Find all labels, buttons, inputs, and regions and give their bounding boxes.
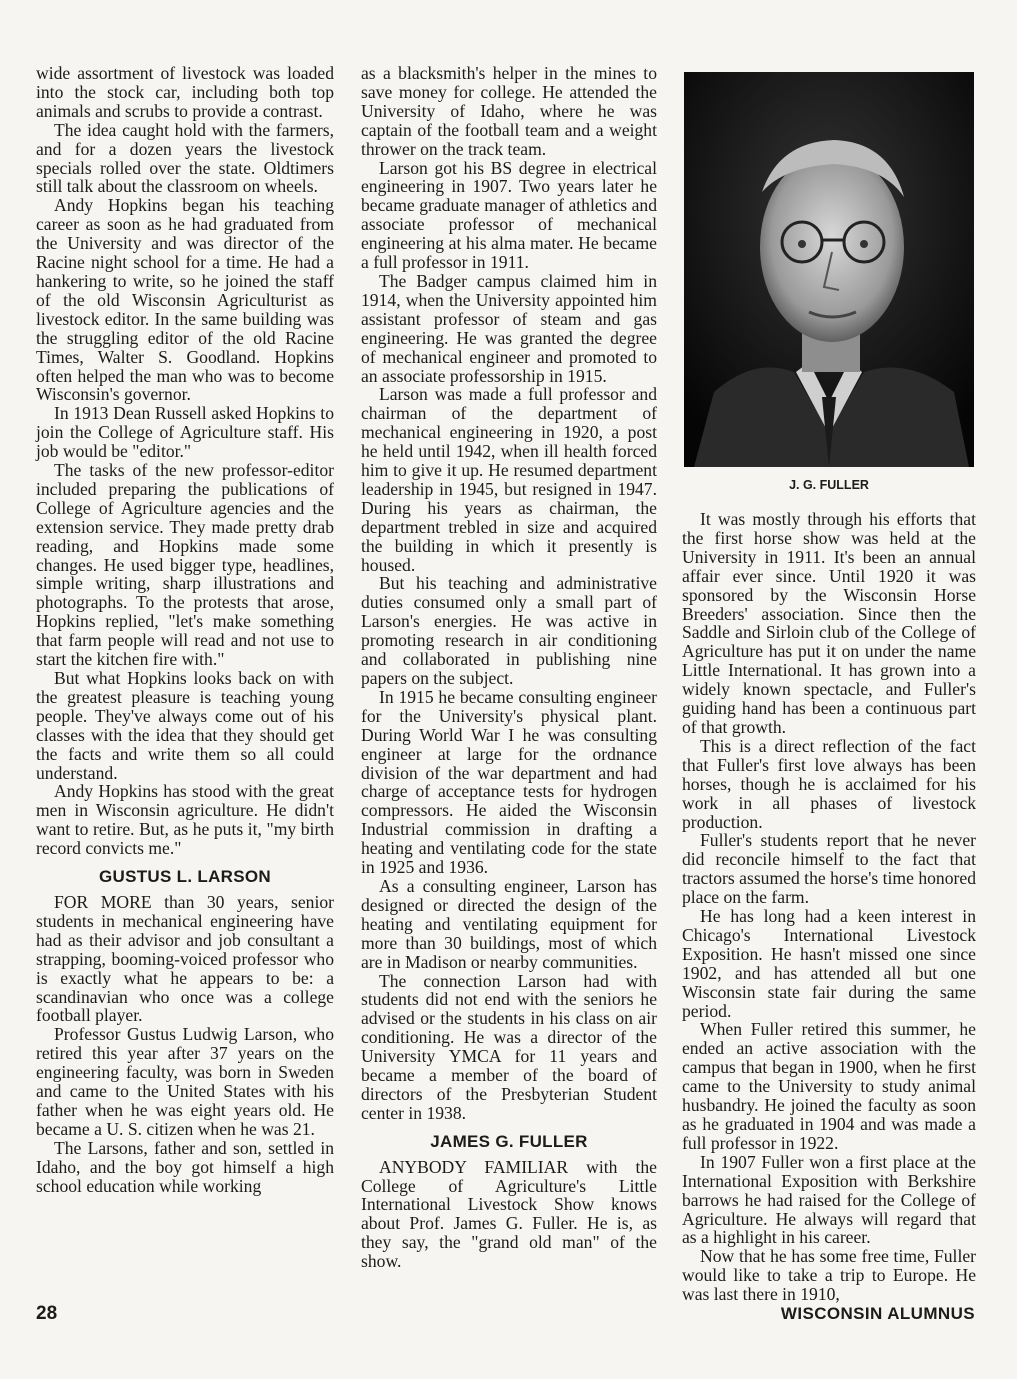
portrait-illustration	[684, 72, 974, 467]
paragraph: This is a direct reflection of the fact that Fuller's first love always has been horses, though he is acclaimed for his work in all phases of livestock production.	[682, 735, 976, 832]
portrait-photo	[684, 72, 974, 467]
paragraph: It was mostly through his efforts that the first horse show was held at the University in 1911. It's been an annual affair ever since. Until 1920 it was sponsored by the Wisconsin Horse Breeders' association. Since then the Saddle and Sirloin club of the College of Agriculture has put it on under the name Little International. It has grown into a widely known spectacle, and Fuller's guiding hand has been a continuous part of that growth.	[682, 509, 976, 737]
paragraph: He has long had a keen interest in Chicago's International Livestock Exposition. He hasn't missed one since 1902, and has attended all but one Wisconsin state fair during the same period.	[682, 906, 976, 1021]
paragraph: In 1907 Fuller won a first place at the International Exposition with Berkshire barrows he had raised for the College of Agriculture. He always will regard that as a highlight in his career.	[682, 1151, 976, 1248]
paragraph: Andy Hopkins began his teaching career as soon as he had graduated from the University and was director of the Racine night school for a time. He had a hankering to write, so he joined the staff of the old Wisconsin Agriculturist as livestock editor. In the same building was the struggling editor of the old Racine Times, Walter S. Goodland. Hopkins often helped the man who was to become Wisconsin's governor.	[36, 195, 334, 405]
paragraph: As a consulting engineer, Larson has designed or directed the design of the heating and ventilating equipment for more than 30 buildings, most of which are in Madison or nearby communities.	[361, 875, 657, 972]
paragraph: But his teaching and administrative duties consumed only a small part of Larson's energies. He was active in promoting research in air conditioning and collaborated in publishing nine papers on the subject.	[361, 573, 657, 688]
paragraph: wide assortment of livestock was loaded into the stock car, including both top animals and scrubs to provide a contrast.	[36, 63, 334, 121]
paragraph: In 1913 Dean Russell asked Hopkins to join the College of Agriculture staff. His job would be "editor."	[36, 403, 334, 462]
paragraph: But what Hopkins looks back on with the greatest pleasure is teaching young people. They've always come out of his classes with the idea that they should get the facts and write them so all could understand.	[36, 668, 334, 783]
article-column-3	[682, 510, 976, 1304]
paragraph: The Larsons, father and son, settled in Idaho, and the boy got himself a high school education while working	[36, 1137, 334, 1196]
paragraph: Larson got his BS degree in electrical engineering in 1907. Two years later he became graduate manager of athletics and associate professor of mechanical engineering at his alma mater. He became a full professor in 1911.	[361, 157, 657, 273]
paragraph: The tasks of the new professor-editor included preparing the publications of College of Agriculture agencies and the extension service. They made pretty drab reading, and Hopkins made some changes. He used bigger type, headlines, simple writing, sharp illustrations and photographs. To the protests that arose, Hopkins replied, "let's make something that farm people will read and not use to start the kitchen fire with."	[36, 460, 334, 670]
photo-caption: J. G. FULLER	[789, 478, 869, 492]
paragraph: Now that he has some free time, Fuller would like to take a trip to Europe. He was last there in 1910,	[682, 1246, 976, 1305]
paragraph: Andy Hopkins has stood with the great men in Wisconsin agriculture. He didn't want to retire. But, as he puts it, "my birth record convicts me."	[36, 781, 334, 859]
paragraph: Fuller's students report that he never did reconcile himself to the fact that tractors assumed the horse's time honored place on the farm.	[682, 830, 976, 908]
section-heading-larson: GUSTUS L. LARSON	[99, 867, 271, 887]
paragraph: The idea caught hold with the farmers, and for a dozen years the livestock specials rolled over the state. Oldtimers still talk about the classroom on wheels.	[36, 119, 334, 197]
section-heading-fuller: JAMES G. FULLER	[430, 1131, 588, 1151]
paragraph: Professor Gustus Ludwig Larson, who retired this year after 37 years on the engineering faculty, was born in Sweden and came to the United States with his father when he was eight years old. He became a U. S. citizen when he was 21.	[36, 1024, 334, 1139]
page-number: 28	[36, 1303, 58, 1324]
paragraph: ANYBODY FAMILIAR with the College of Agriculture's Little International Livestock Show knows about Prof. James G. Fuller. He is, as they say, the "grand old man" of the show.	[361, 1156, 657, 1272]
paragraph: The connection Larson had with students did not end with the seniors he advised or the students in his class on air conditioning. He was a director of the University YMCA for 11 years and became a member of the board of directors of the Presbyterian Student center in 1938.	[361, 970, 657, 1123]
article-column-2	[361, 64, 657, 1271]
paragraph: The Badger campus claimed him in 1914, when the University appointed him assistant professor of steam and gas engineering. He was granted the degree of mechanical engineer and promoted to an associate professorship in 1915.	[361, 270, 657, 386]
paragraph: In 1915 he became consulting engineer for the University's physical plant. During World War I he was consulting engineer at large for the ordnance division of the war department and had charge of acceptance tests for hydrogen compressors. He aided the Wisconsin Industrial commission in drafting a heating and ventilating code for the state in 1925 and 1936.	[361, 686, 657, 878]
article-column-1	[36, 64, 334, 1195]
paragraph: When Fuller retired this summer, he ended an active association with the campus that began in 1900, when he first came to the University to study animal husbandry. He joined the faculty as soon as he graduated in 1904 and was made a full professor in 1922.	[682, 1019, 976, 1153]
paragraph: as a blacksmith's helper in the mines to save money for college. He attended the University of Idaho, where he was captain of the football team and a weight thrower on the track team.	[361, 63, 657, 159]
paragraph: Larson was made a full professor and chairman of the department of mechanical engineering in 1920, a post he held until 1942, when ill health forced him to give it up. He resumed department leadership in 1945, but resigned in 1947. During his years as chairman, the department trebled in size and acquired the building in which it presently is housed.	[361, 384, 657, 575]
paragraph: FOR MORE than 30 years, senior students in mechanical engineering have had as their advisor and job consultant a strapping, booming-voiced professor who is exactly what he appears to be: a scandinavian who once was a college football player.	[36, 891, 334, 1026]
magazine-name: WISCONSIN ALUMNUS	[780, 1304, 975, 1323]
